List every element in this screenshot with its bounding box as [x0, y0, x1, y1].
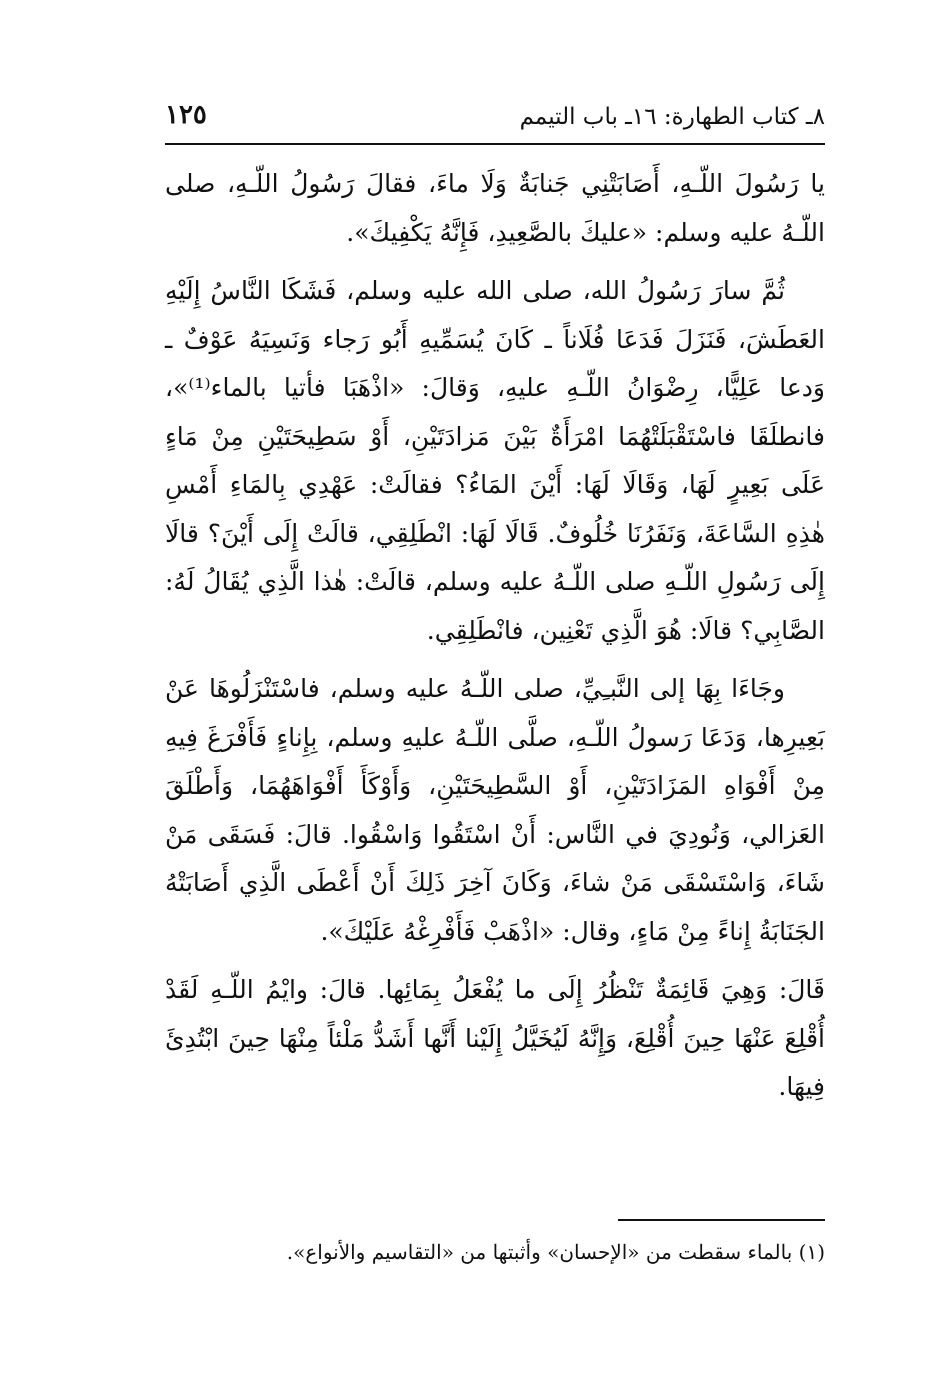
paragraph: ثُمَّ سارَ رَسُولُ الله، صلى الله عليه وسلم، فَشَكَا النَّاسُ إِلَيْهِ العَطَشَ، فَنَزَلَ فَدَعَا فُلَاناً ـ كَانَ يُسَمِّيهِ أَبُو رَجاء وَنَسِيَهُ عَوْفٌ ـ وَدعا عَلِيًّا، رِضْوَانُ اللّـهِ عليهِ، وَقالَ: «اذْهَبَا فأتيا بالماء⁽¹⁾»، فانطلَقَا فاسْتَقْبَلَتْهُمَا امْرَأَةٌ بَيْنَ مَزادَتَيْنِ، أَوْ سَطِيحَتَيْنِ مِنْ مَاءٍ عَلَى بَعِيرٍ لَهَا، وَقَالَا لَهَا: أَيْنَ المَاءُ؟ فقالَتْ: عَهْدِي بِالمَاءِ أَمْسِ هٰذِهِ السَّاعَةَ، وَنَفَرُنَا خُلُوفٌ. قَالَا لَهَا: انْطَلِقِي، قالَتْ إِلَى أَيْنَ؟ قالَا إِلَى رَسُولِ اللّـهِ صلى اللّـهُ عليه وسلم، قالَتْ: هٰذا الَّذِي يُقَالُ لَهُ: الصَّابِي؟ قالَا: هُوَ الَّذِي تَعْنِين، فانْطَلِقِي. — [165, 276, 825, 645]
footnote-rule — [618, 1219, 825, 1221]
footnote: (١) بالماء سقطت من «الإحسان» وأثبتها من «التقاسيم والأنواع». — [286, 1240, 825, 1264]
main-text — [165, 160, 825, 1122]
paragraph: وجَاءَا بِهَا إلى النَّبـِيِّ، صلى اللّـهُ عليه وسلم، فاسْتَنْزَلُوهَا عَنْ بَعِيرِها، وَدَعَا رَسولُ اللّـهِ، صلَّى اللّـهُ عليهِ وسلم، بِإِناءٍ فَأَفْرَغَ فِيهِ مِنْ أَفْوَاهِ المَزَادَتَيْنِ، أَوْ السَّطِيحَتَيْنِ، وَأَوْكَأَ أَفْوَاهَهُمَا، وَأَطْلَقَ العَزالي، وَنُودِيَ في النَّاس: أَنْ اسْتَقُوا وَاسْقُوا. قالَ: فَسَقَى مَنْ شَاءَ، وَاسْتَسْقَى مَنْ شاءَ، وَكَانَ آخِرَ ذَلِكَ أَنْ أَعْطَى الَّذِي أَصَابَتْهُ الجَنَابَةُ إِناءً مِنْ مَاءٍ، وقال: «اذْهَبْ فَأَفْرِغْهُ عَلَيْكَ». — [165, 674, 825, 946]
page-header — [165, 96, 825, 140]
paragraph: قَالَ: وَهِيَ قَائِمَةٌ تَنْظُرُ إِلَى ما يُفْعَلُ بِمَائِها. قالَ: وايْمُ اللّـهِ لَقَدْ أُقْلِعَ عَنْهَا حِينَ أُقْلِعَ، وَإِنَّهُ لَيُخَيَّلُ إِلَيْنا أَنَّها أَشَدُّ مَلْئاً مِنْهَا حِينَ ابْتُدِئَ فِيهَا. — [165, 975, 825, 1101]
paragraph: يا رَسُولَ اللّـهِ، أَصَابَتْنِي جَنابَةٌ وَلَا ماءَ، فقالَ رَسُولُ اللّـهِ، صلى اللّـهُ عليه وسلم: «عليكَ بالصَّعِيدِ، فَإِنَّهُ يَكْفِيكَ». — [165, 169, 825, 247]
header-rule — [165, 143, 825, 145]
page-number: ١٢٥ — [165, 100, 207, 130]
running-header-title: ٨ـ كتاب الطهارة: ١٦ـ باب التيمم — [519, 104, 825, 130]
